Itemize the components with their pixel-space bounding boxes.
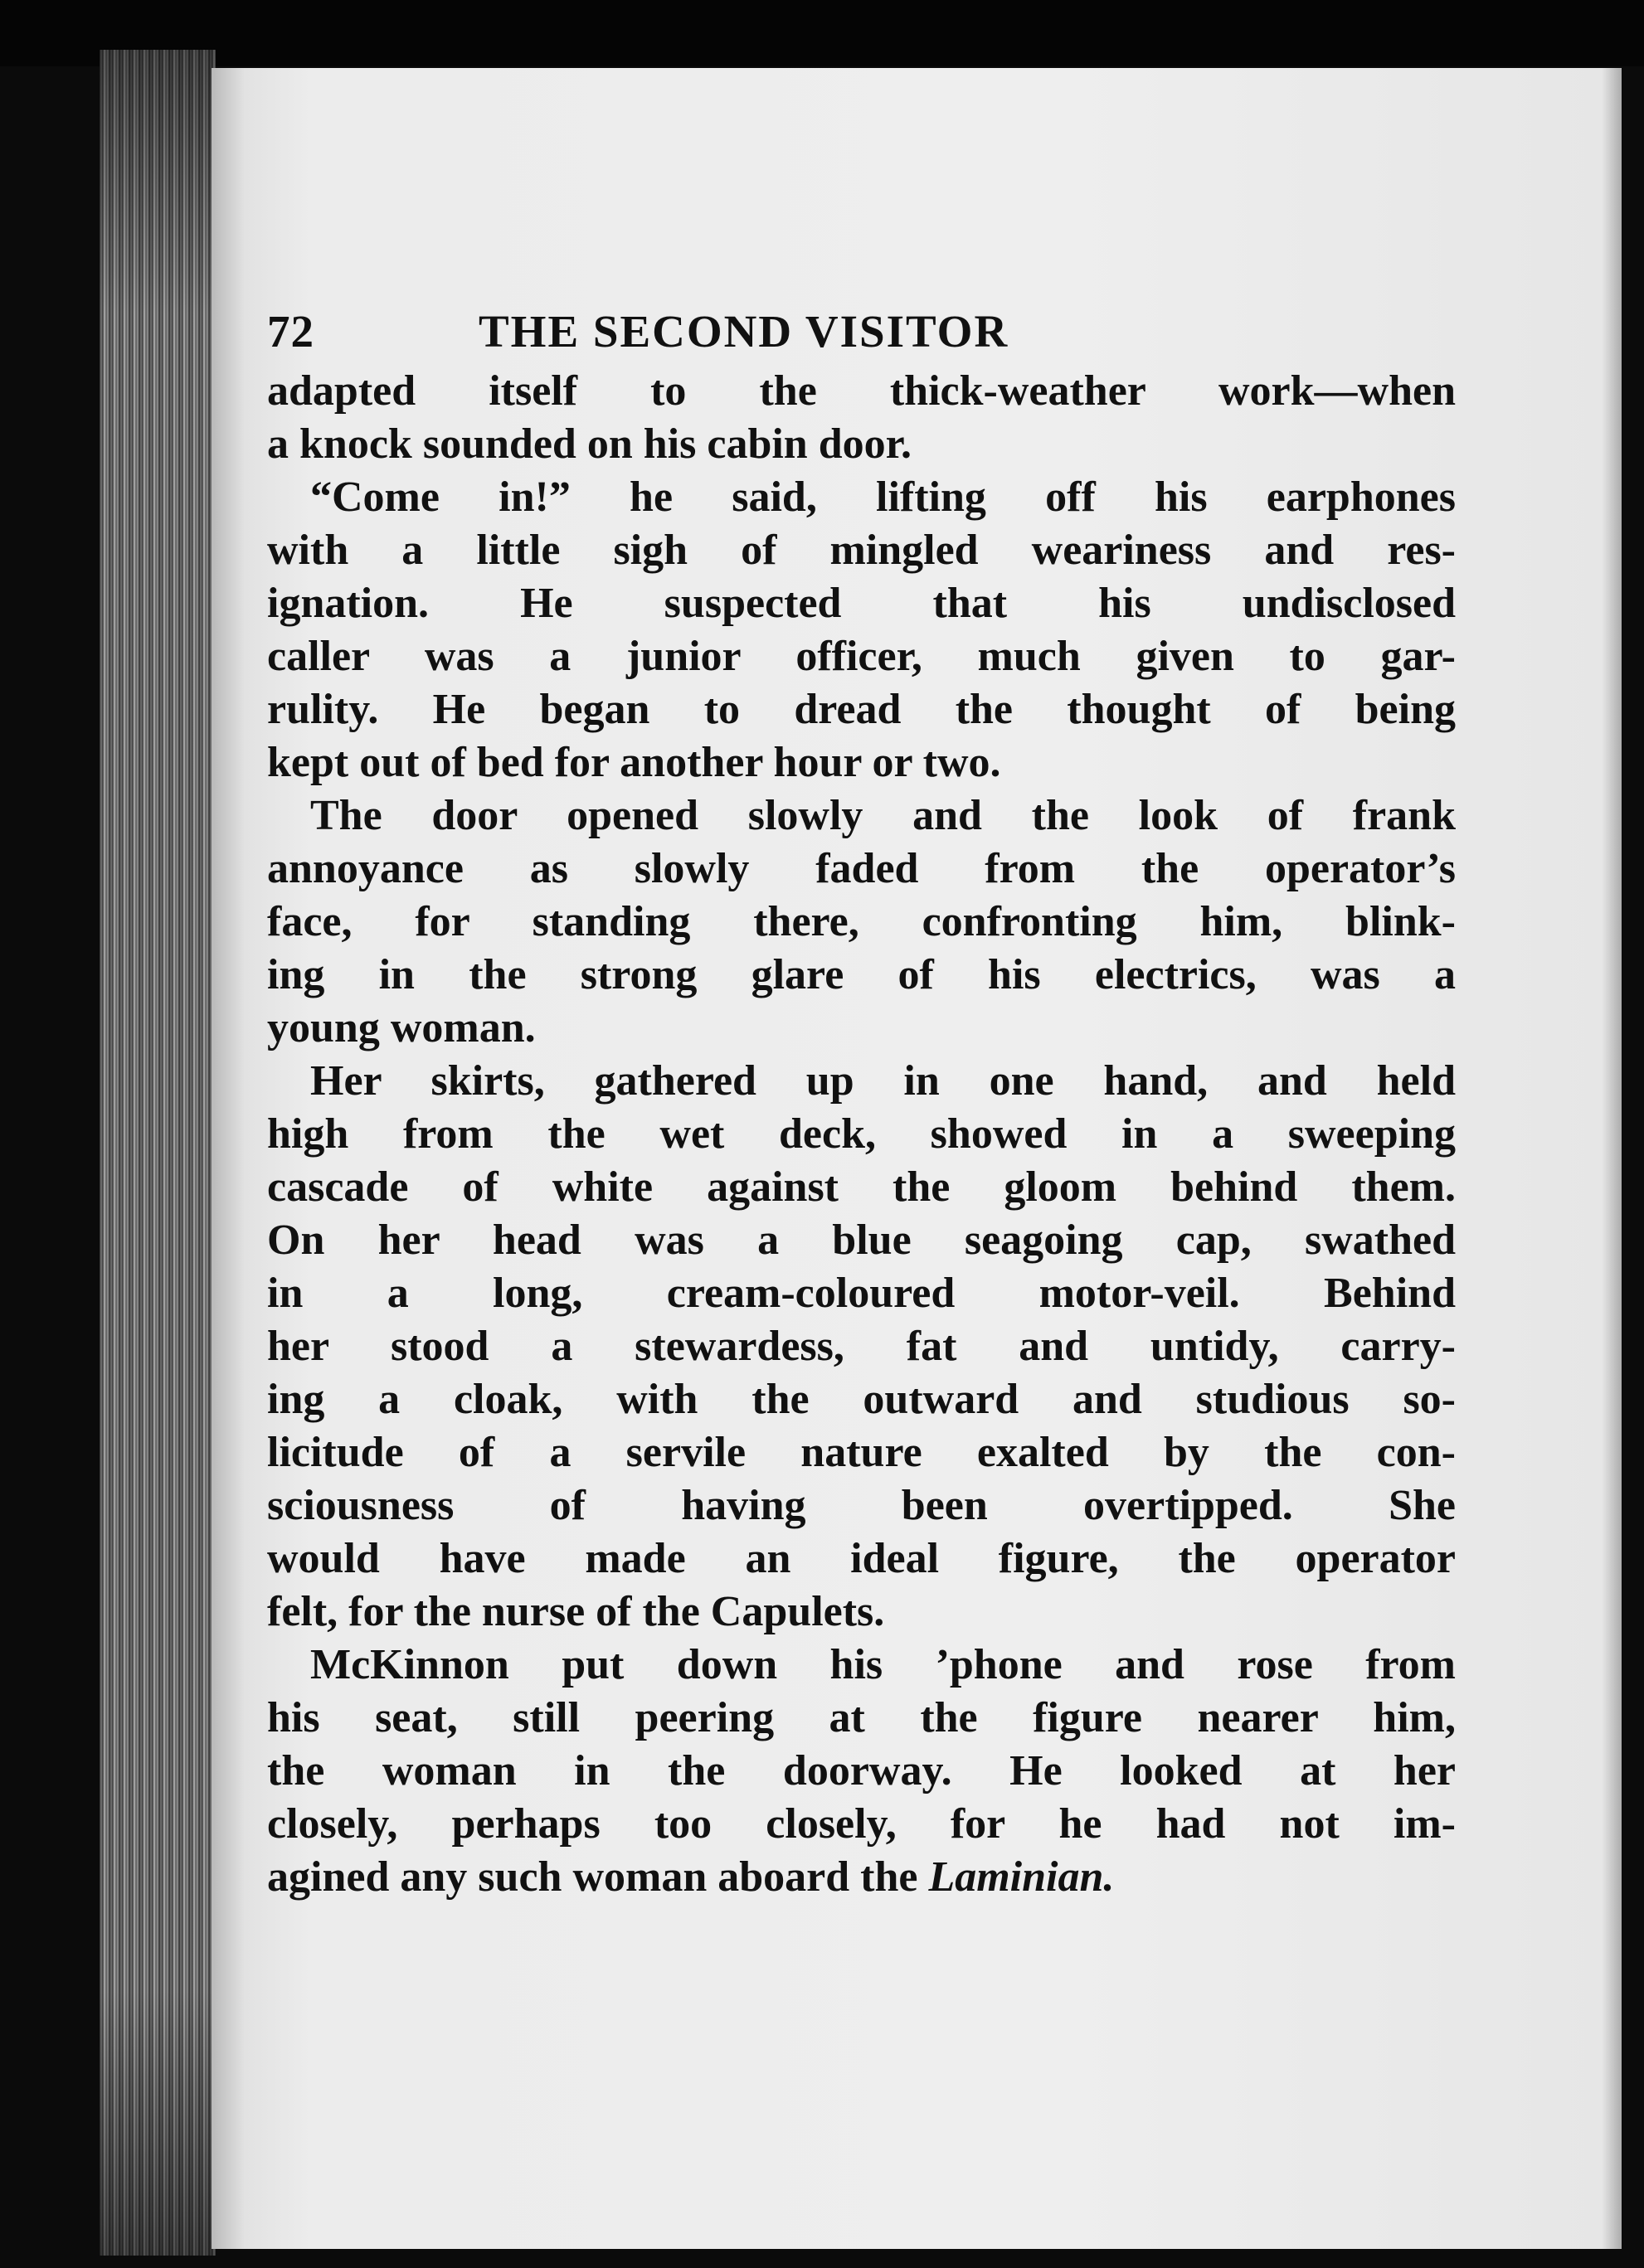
scan-top-edge bbox=[0, 0, 1644, 66]
text-line: felt, for the nurse of the Capulets. bbox=[267, 1588, 885, 1635]
text-line: with a little sigh of mingled weariness and res- bbox=[267, 527, 1456, 574]
text-line: closely, perhaps too closely, for he had not im- bbox=[267, 1800, 1456, 1848]
text-line: cascade of white against the gloom behind them. bbox=[267, 1163, 1456, 1211]
text-line: a knock sounded on his cabin door. bbox=[267, 420, 912, 468]
text-line: On her head was a blue seagoing cap, swathed bbox=[267, 1217, 1456, 1264]
running-head bbox=[267, 299, 1456, 365]
text-block bbox=[267, 299, 1456, 1904]
text-line: The door opened slowly and the look of frank bbox=[310, 792, 1456, 839]
text-line: annoyance as slowly faded from the operator’s bbox=[267, 845, 1456, 892]
text-line: McKinnon put down his ’phone and rose from bbox=[310, 1641, 1456, 1688]
ship-name: Laminian. bbox=[928, 1853, 1115, 1901]
text-line: her stood a stewardess, fat and untidy, carry- bbox=[267, 1323, 1456, 1370]
text-line: licitude of a servile nature exalted by the con- bbox=[267, 1429, 1456, 1476]
text-line: ing in the strong glare of his electrics, was a bbox=[267, 951, 1456, 998]
text-line: would have made an ideal figure, the operator bbox=[267, 1535, 1456, 1582]
page-number: 72 bbox=[267, 306, 314, 357]
text-line: face, for standing there, confronting him, blink- bbox=[267, 898, 1456, 945]
text-line: high from the wet deck, showed in a sweeping bbox=[267, 1110, 1456, 1158]
text-line: ignation. He suspected that his undisclosed bbox=[267, 580, 1456, 627]
text-line: young woman. bbox=[267, 1004, 536, 1051]
running-title: THE SECOND VISITOR bbox=[479, 306, 1009, 357]
body-text bbox=[267, 365, 1456, 1851]
text-line: kept out of bed for another hour or two. bbox=[267, 739, 1001, 786]
page-edge-shadow bbox=[1602, 68, 1622, 2249]
book-spine-shade bbox=[100, 50, 216, 2256]
text-line: rulity. He began to dread the thought of being bbox=[267, 686, 1456, 733]
text-line: sciousness of having been overtipped. She bbox=[267, 1482, 1456, 1529]
text-line: the woman in the doorway. He looked at her bbox=[267, 1747, 1456, 1794]
text-line: his seat, still peering at the figure nearer him, bbox=[267, 1694, 1456, 1741]
text-line: “Come in!” he said, lifting off his earphones bbox=[310, 474, 1456, 521]
final-line-text: agined any such woman aboard the bbox=[267, 1853, 929, 1901]
text-line: ing a cloak, with the outward and studious so- bbox=[267, 1376, 1456, 1423]
text-line: caller was a junior officer, much given to gar- bbox=[267, 633, 1456, 680]
text-line: Her skirts, gathered up in one hand, and held bbox=[310, 1057, 1456, 1105]
text-line: adapted itself to the thick-weather work—when bbox=[267, 367, 1456, 415]
text-line-final bbox=[267, 1851, 1456, 1904]
text-line: in a long, cream-coloured motor-veil. Behind bbox=[267, 1270, 1456, 1317]
